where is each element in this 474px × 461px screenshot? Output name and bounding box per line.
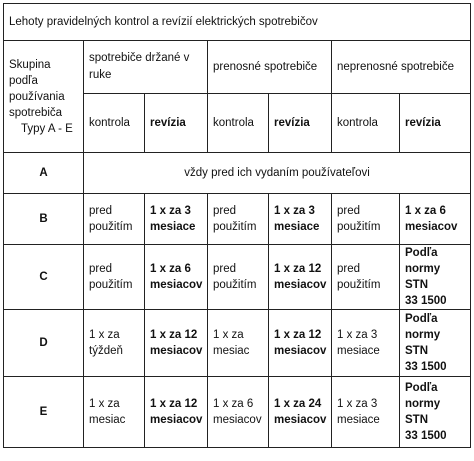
cell-kontrola	[332, 194, 400, 245]
cell-line: 1 x za 12	[274, 329, 322, 341]
cell-revizia	[400, 377, 471, 448]
row-label: A	[4, 153, 84, 194]
sub-header-revizia: revízia	[145, 94, 208, 153]
cell-line: normy STN	[405, 398, 441, 426]
cell-line: pred	[89, 205, 113, 217]
cell-revizia	[145, 194, 208, 245]
cell-kontrola	[84, 245, 145, 310]
cell-revizia	[145, 377, 208, 448]
table-row-d	[4, 310, 471, 377]
cell-line: mesiacov	[150, 414, 203, 426]
group-header-line: používania	[9, 90, 65, 103]
cell-line: mesiacov	[274, 345, 327, 357]
row-a-text: vždy pred ich vydaním používateľovi	[84, 153, 471, 194]
cell-kontrola	[332, 377, 400, 448]
cell-line: 1 x za 3	[337, 329, 378, 341]
cell-revizia	[400, 310, 471, 377]
cell-line: pred	[337, 263, 361, 275]
cell-revizia	[145, 245, 208, 310]
cell-line: normy STN	[405, 329, 441, 357]
cell-line: použitím	[213, 221, 257, 233]
cell-line: mesiacov	[213, 414, 262, 426]
cell-kontrola	[84, 310, 145, 377]
cell-line: mesiacov	[150, 345, 203, 357]
cell-line: mesiacov	[274, 279, 327, 291]
cell-line: 1 x za 6	[405, 205, 446, 217]
row-label: C	[4, 245, 84, 310]
table-row-a	[4, 153, 471, 194]
cell-line: mesiac	[213, 345, 250, 357]
group-header-line: podľa	[9, 74, 38, 87]
cell-line: 1 x za	[89, 398, 120, 410]
sub-header-revizia: revízia	[269, 94, 332, 153]
table-row-e	[4, 377, 471, 448]
cell-line: mesiace	[150, 221, 196, 233]
cell-line: mesiace	[337, 345, 380, 357]
cell-line: mesiacov	[405, 221, 458, 233]
cell-line: 1 x za 24	[274, 398, 322, 410]
cell-line: Podľa	[405, 247, 438, 259]
cell-line: normy STN	[405, 263, 441, 291]
cell-line: pred	[337, 205, 361, 217]
cell-line: 1 x za 6	[150, 263, 191, 275]
cell-line: 1 x za 3	[274, 205, 315, 217]
title-row	[4, 4, 471, 41]
table-title: Lehoty pravidelných kontrol a revízií elektrických spotrebičov	[4, 4, 471, 41]
group-header-line: spotrebiča	[9, 106, 63, 119]
sub-header-kontrola: kontrola	[84, 94, 145, 153]
cell-kontrola	[84, 194, 145, 245]
sub-header-kontrola: kontrola	[208, 94, 269, 153]
cell-line: použitím	[337, 221, 381, 233]
cell-line: použitím	[337, 279, 381, 291]
cell-kontrola	[208, 194, 269, 245]
cell-line: 33 1500	[405, 361, 447, 373]
cell-line: mesiacov	[274, 414, 327, 426]
cell-line: pred	[213, 263, 237, 275]
table-row-b	[4, 194, 471, 245]
cell-line: Podľa	[405, 382, 438, 394]
cell-line: 1 x za 3	[150, 205, 191, 217]
cell-line: 1 x za 12	[150, 398, 198, 410]
category-handheld: spotrebiče držané v ruke	[84, 41, 208, 94]
cell-kontrola	[332, 310, 400, 377]
cell-line: 1 x za	[213, 329, 244, 341]
row-label: B	[4, 194, 84, 245]
cell-line: pred	[89, 263, 113, 275]
row-label: D	[4, 310, 84, 377]
cell-kontrola	[208, 310, 269, 377]
cell-line: 1 x za 12	[274, 263, 322, 275]
cell-line: mesiacov	[150, 279, 203, 291]
cell-revizia	[269, 310, 332, 377]
cell-line: použitím	[89, 279, 133, 291]
cell-kontrola	[84, 377, 145, 448]
cell-kontrola	[332, 245, 400, 310]
cell-line: mesiace	[274, 221, 320, 233]
group-header-types: Typy A - E	[21, 122, 73, 135]
cell-kontrola	[208, 377, 269, 448]
cell-line: 1 x za 6	[213, 398, 254, 410]
inspection-intervals-table	[3, 3, 471, 448]
cell-kontrola	[208, 245, 269, 310]
cell-revizia	[269, 194, 332, 245]
category-header-row	[4, 41, 471, 94]
cell-line: pred	[213, 205, 237, 217]
cell-line: mesiace	[337, 414, 380, 426]
sub-header-kontrola: kontrola	[332, 94, 400, 153]
cell-line: 33 1500	[405, 430, 447, 442]
row-label: E	[4, 377, 84, 448]
cell-line: Podľa	[405, 313, 438, 325]
inspection-table-wrapper	[3, 3, 471, 448]
category-stationary: neprenosné spotrebiče	[332, 41, 471, 94]
cell-revizia	[269, 377, 332, 448]
cell-line: mesiac	[89, 414, 126, 426]
cell-line: 1 x za 12	[150, 329, 198, 341]
cell-revizia	[145, 310, 208, 377]
cell-revizia	[400, 245, 471, 310]
cell-line: použitím	[213, 279, 257, 291]
cell-line: 1 x za 3	[337, 398, 378, 410]
group-header-cell	[4, 41, 84, 153]
group-header-line: Skupina	[9, 58, 51, 71]
cell-revizia	[400, 194, 471, 245]
cell-line: 33 1500	[405, 295, 447, 307]
table-row-c	[4, 245, 471, 310]
cell-line: týždeň	[89, 345, 123, 357]
cell-line: 1 x za	[89, 329, 120, 341]
cell-revizia	[269, 245, 332, 310]
cell-line: použitím	[89, 221, 133, 233]
sub-header-revizia: revízia	[400, 94, 471, 153]
category-portable: prenosné spotrebiče	[208, 41, 332, 94]
